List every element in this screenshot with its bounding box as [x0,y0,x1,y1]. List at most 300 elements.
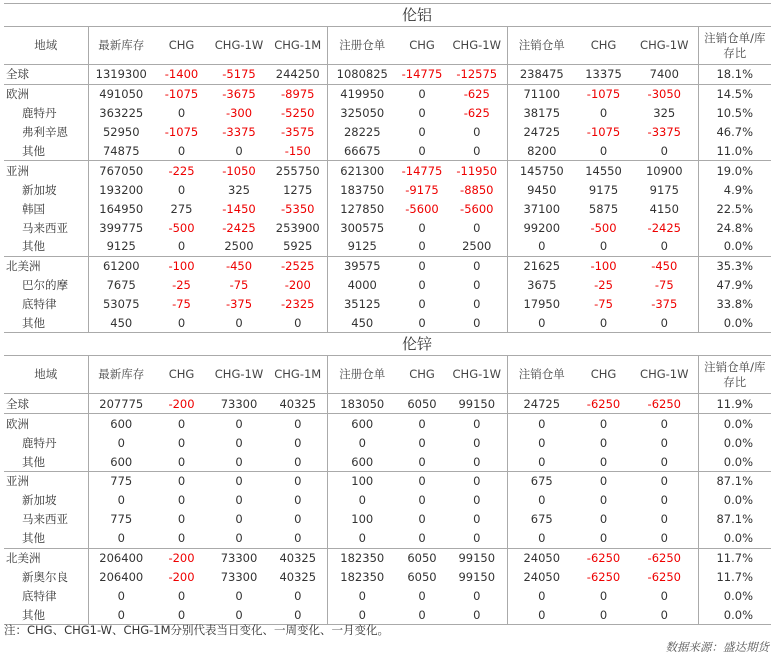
table-row [4,510,771,529]
value-cell: 6050 [397,548,447,567]
value-cell: 775 [110,512,133,527]
value-cell: 0 [447,414,507,433]
value-cell: 24050 [507,548,576,567]
value-cell: 450 [88,314,154,333]
value-cell: 1080825 [336,67,388,82]
value-cell: 600 [327,414,397,433]
value-cell: 0 [269,605,327,624]
column-header: CHG-1M [269,356,327,394]
region-cell: 其他 [4,605,88,624]
value-cell: -6250 [631,394,698,414]
region-cell: 巴尔的摩 [4,276,88,295]
value-cell: 73300 [220,396,258,411]
value-cell: 47.9% [716,278,754,293]
value-cell: 46.7% [716,125,754,140]
value-cell: 238475 [519,67,564,82]
value-cell: 24725 [523,396,561,411]
column-header: 注册仓单 [327,27,397,65]
value-cell: 0 [269,314,327,333]
region-cell: 其他 [4,142,88,161]
value-cell: 0 [88,605,154,624]
value-cell: 491050 [88,84,154,103]
column-header: CHG-1W [447,27,507,65]
value-cell: 100 [351,512,374,527]
value-cell: 0 [235,512,243,527]
value-cell: -5600 [447,199,507,218]
region-cell: 新加坡 [4,491,88,510]
value-cell: -6250 [576,548,631,567]
value-cell: 0 [397,84,447,103]
table-row [4,314,771,333]
value-cell: 0 [177,531,186,546]
value-cell: -500 [168,220,195,235]
value-cell: 4150 [631,199,698,218]
value-cell: 0 [631,433,698,452]
value-cell: 0 [631,237,698,256]
value-cell: 0 [418,454,426,469]
value-cell: 193200 [99,182,144,197]
value-cell: 0 [631,510,698,529]
value-cell: 0 [418,144,426,158]
region-cell: 马来西亚 [4,218,88,237]
value-cell: 0 [177,512,186,527]
data-source: 数据来源：盛达期货 [665,640,769,654]
value-cell: -200 [269,276,327,295]
table-row [4,394,771,414]
value-cell: 206400 [99,569,144,584]
table-row [4,65,771,85]
value-cell: 0 [117,493,125,508]
value-cell: 0 [599,512,608,527]
footnote: 注：CHG、CHG1-W、CHG-1M分别代表当日变化、一周变化、一月变化。 [4,623,390,637]
value-cell: 6050 [407,396,437,411]
value-cell: 0 [447,452,507,471]
value-cell: 0 [154,605,209,624]
value-cell: 0 [209,414,269,433]
value-cell: 0.0% [723,239,754,254]
value-cell: 24050 [523,569,561,584]
value-cell: 74875 [102,144,140,158]
value-cell: 0 [507,414,576,433]
value-cell: 21625 [507,256,576,275]
value-cell: 40325 [269,548,327,567]
value-cell: -3675 [209,84,269,103]
value-cell: 0 [154,414,209,433]
value-cell: 0 [235,531,243,546]
value-cell: 0 [397,414,447,433]
table-body [4,4,771,625]
column-header: CHG [397,356,447,394]
value-cell: -25 [172,278,191,293]
region-cell: 鹿特丹 [4,104,88,123]
value-cell: 0 [507,314,576,333]
value-cell: 9175 [588,182,619,197]
region-cell: 北美洲 [4,548,88,567]
table-row [4,491,771,510]
table-row [4,142,771,161]
value-cell: 87.1% [716,512,754,527]
value-cell: 0 [269,452,327,471]
table-row [4,567,771,586]
value-cell: 207775 [99,396,144,411]
value-cell: -225 [154,161,209,180]
value-cell: -1050 [209,161,269,180]
table-row [4,104,771,123]
value-cell: 0 [397,314,447,333]
value-cell: 0 [631,142,698,161]
value-cell: 0 [177,144,186,158]
value-cell: 0 [117,588,125,603]
value-cell: 0 [418,493,426,508]
value-cell: -75 [172,297,191,312]
value-cell: 183750 [340,182,385,197]
value-cell: 0 [269,586,327,605]
value-cell: -6250 [586,396,621,411]
value-cell: 675 [507,472,576,491]
value-cell: 275 [170,201,193,216]
table-row [4,123,771,142]
value-cell: 0 [507,605,576,624]
value-cell: 0 [418,297,426,312]
value-cell: 300575 [340,220,385,235]
value-cell: 99150 [447,567,507,586]
value-cell: 0 [418,106,426,121]
value-cell: -2525 [269,256,327,275]
value-cell: 99200 [523,220,561,235]
value-cell: 0 [418,435,426,450]
value-cell: 39575 [327,256,397,275]
value-cell: 24725 [523,125,561,140]
value-cell: 14550 [576,161,631,180]
value-cell: 0.0% [698,314,771,333]
value-cell: 5875 [588,201,619,216]
column-header: CHG [397,27,447,65]
value-cell: 0 [327,605,397,624]
value-cell: -450 [631,256,698,275]
value-cell: 35125 [343,297,381,312]
value-cell: 419950 [327,84,397,103]
value-cell: -1075 [576,84,631,103]
value-cell: 9125 [347,239,377,254]
value-cell: -1075 [154,84,209,103]
value-cell: -11950 [447,161,507,180]
value-cell: 183050 [340,396,385,411]
value-cell: 0.0% [723,588,754,603]
column-header: 注销仓单/库存比 [698,356,771,394]
value-cell: 99150 [447,548,507,567]
value-cell: 2500 [224,239,254,254]
table-row [4,84,771,103]
region-cell: 其他 [4,314,88,333]
value-cell: 0 [235,454,243,469]
value-cell: 0 [447,529,507,548]
column-header: 最新库存 [88,356,154,394]
value-cell: 775 [88,472,154,491]
value-cell: 0 [269,510,327,529]
value-cell: 0 [631,452,698,471]
value-cell: 7675 [106,278,136,293]
value-cell: 675 [530,512,553,527]
value-cell: 0 [447,123,507,142]
table-row [4,548,771,567]
region-cell: 其他 [4,237,88,256]
value-cell: 0 [418,278,426,293]
value-cell: 0 [397,605,447,624]
value-cell: -3575 [269,123,327,142]
value-cell: 0 [209,605,269,624]
region-cell: 亚洲 [4,472,88,491]
column-header: CHG-1W [209,356,269,394]
value-cell: -200 [168,569,195,584]
value-cell: -3375 [222,125,256,140]
value-cell: -2325 [269,295,327,314]
value-cell: -3375 [631,123,698,142]
value-cell: 0 [209,472,269,491]
value-cell: 9125 [106,239,136,254]
value-cell: 0 [269,491,327,510]
column-header: CHG [576,356,631,394]
value-cell: -8850 [447,180,507,199]
value-cell: 0 [538,493,546,508]
value-cell: 0 [418,125,426,140]
value-cell: 0 [631,472,698,491]
value-cell: 0 [269,433,327,452]
value-cell: 600 [88,414,154,433]
value-cell: -6250 [631,548,698,567]
value-cell: -200 [154,548,209,567]
value-cell: -500 [590,220,617,235]
value-cell: 0 [177,454,186,469]
value-cell: -14775 [397,161,447,180]
value-cell: 0 [418,531,426,546]
value-cell: 0 [235,493,243,508]
value-cell: 40325 [269,567,327,586]
column-header: CHG-1W [631,356,698,394]
inventory-table [4,3,771,625]
value-cell: 0 [418,239,426,254]
column-header: CHG [576,27,631,65]
value-cell: 0 [631,529,698,548]
value-cell: -12575 [447,65,507,85]
value-cell: 11.7% [716,569,754,584]
value-cell: -200 [168,396,195,411]
value-cell: 0 [269,529,327,548]
column-header: CHG [154,27,209,65]
value-cell: 0 [418,512,426,527]
table-row [4,295,771,314]
value-cell: 0 [235,588,243,603]
title-blank [507,4,771,27]
value-cell: 14.5% [698,84,771,103]
value-cell: 0 [599,144,608,158]
value-cell: 9450 [527,182,557,197]
value-cell: 127850 [340,201,385,216]
value-cell: -375 [225,297,253,312]
table-row [4,414,771,433]
value-cell: -1400 [164,67,199,82]
value-cell: -2425 [631,218,698,237]
value-cell: 0 [576,414,631,433]
value-cell: -25 [594,278,613,293]
value-cell: 0 [117,435,125,450]
value-cell: 767050 [88,161,154,180]
value-cell: -8975 [269,84,327,103]
value-cell: 0.0% [723,493,754,508]
value-cell: 0 [358,531,366,546]
value-cell: 4000 [347,278,377,293]
value-cell: 0 [358,435,366,450]
table-row [4,161,771,180]
value-cell: -300 [225,106,253,121]
value-cell: 40325 [269,394,327,414]
value-cell: 0 [269,414,327,433]
value-cell: -6250 [586,569,621,584]
value-cell: -14775 [401,67,443,82]
value-cell: 600 [110,454,133,469]
value-cell: 600 [351,454,374,469]
value-cell: 33.8% [716,297,754,312]
value-cell: 0 [447,142,507,161]
column-header: CHG [154,356,209,394]
value-cell: 24.8% [716,220,754,235]
region-cell: 全球 [4,394,88,414]
value-cell: 0 [447,256,507,275]
region-cell: 欧洲 [4,84,88,103]
value-cell: 11.7% [698,548,771,567]
value-cell: 0 [599,106,608,121]
value-cell: 0 [538,435,546,450]
table-row [4,452,771,471]
value-cell: 253900 [269,218,327,237]
value-cell: 0 [177,435,186,450]
header-row [4,27,771,65]
value-cell: 2500 [447,237,507,256]
table-row [4,586,771,605]
value-cell: 0 [397,472,447,491]
region-cell: 马来西亚 [4,510,88,529]
table-row [4,199,771,218]
value-cell: 0 [538,454,546,469]
stock-report [4,3,771,625]
value-cell: 0 [177,588,186,603]
value-cell: 0 [154,314,209,333]
value-cell: 0.0% [723,454,754,469]
value-cell: 0 [631,605,698,624]
value-cell: 0 [538,588,546,603]
column-header: CHG-1M [269,27,327,65]
value-cell: 6050 [407,569,437,584]
value-cell: 363225 [99,106,144,121]
table-row [4,529,771,548]
table-row [4,218,771,237]
value-cell: -5350 [269,199,327,218]
region-cell: 北美洲 [4,256,88,275]
value-cell: 0 [576,314,631,333]
value-cell: 0 [538,239,546,254]
column-header: 注销仓单/库存比 [698,27,771,65]
column-header: 注册仓单 [327,356,397,394]
value-cell: 0 [358,588,366,603]
value-cell: 0 [447,586,507,605]
value-cell: 73300 [209,548,269,567]
value-cell: 182350 [340,569,385,584]
value-cell: 9175 [631,180,698,199]
value-cell: -100 [154,256,209,275]
column-header: CHG-1W [631,27,698,65]
value-cell: -9175 [405,182,439,197]
value-cell: -5250 [269,104,327,123]
value-cell: -3050 [631,84,698,103]
region-cell: 新奥尔良 [4,567,88,586]
column-header: 地域 [4,356,88,394]
value-cell: 10.5% [716,106,754,121]
value-cell: 145750 [507,161,576,180]
title-blank [4,4,327,27]
value-cell: 35.3% [698,256,771,275]
value-cell: 22.5% [716,201,754,216]
section-title-row [4,4,771,27]
value-cell: 0 [631,314,698,333]
value-cell: 182350 [327,548,397,567]
value-cell: 0 [154,472,209,491]
value-cell: 17950 [523,297,561,312]
value-cell: 0 [447,218,507,237]
value-cell: -2425 [222,220,256,235]
header-row [4,356,771,394]
region-cell: 亚洲 [4,161,88,180]
value-cell: 0 [235,435,243,450]
region-cell: 底特律 [4,295,88,314]
value-cell: 8200 [527,144,557,158]
value-cell: -75 [631,276,698,295]
value-cell: 0 [599,588,608,603]
value-cell: 0 [447,472,507,491]
value-cell: 399775 [99,220,144,235]
value-cell: -450 [209,256,269,275]
value-cell: 0 [447,510,507,529]
value-cell: 66675 [343,144,381,158]
column-header: CHG-1W [209,27,269,65]
column-header: 最新库存 [88,27,154,65]
table-row [4,276,771,295]
value-cell: 164950 [99,201,144,216]
table-row [4,472,771,491]
value-cell: 0.0% [698,605,771,624]
region-cell: 韩国 [4,199,88,218]
value-cell: 61200 [88,256,154,275]
section-title: 伦铝 [327,4,507,27]
value-cell: 325 [228,182,250,197]
value-cell: 28225 [343,125,381,140]
value-cell: 0 [177,106,186,121]
value-cell: 0 [447,433,507,452]
value-cell: 621300 [327,161,397,180]
value-cell: 52950 [102,125,140,140]
value-cell: 0 [631,586,698,605]
value-cell: 0 [631,491,698,510]
value-cell: 100 [327,472,397,491]
value-cell: 3675 [527,278,557,293]
value-cell: -75 [594,297,613,312]
value-cell: 0 [209,314,269,333]
value-cell: 87.1% [698,472,771,491]
value-cell: 0 [576,472,631,491]
section-title-row [4,333,771,356]
value-cell: -375 [631,295,698,314]
value-cell: 0 [599,493,608,508]
value-cell: 0 [599,239,608,254]
value-cell: 0.0% [698,414,771,433]
